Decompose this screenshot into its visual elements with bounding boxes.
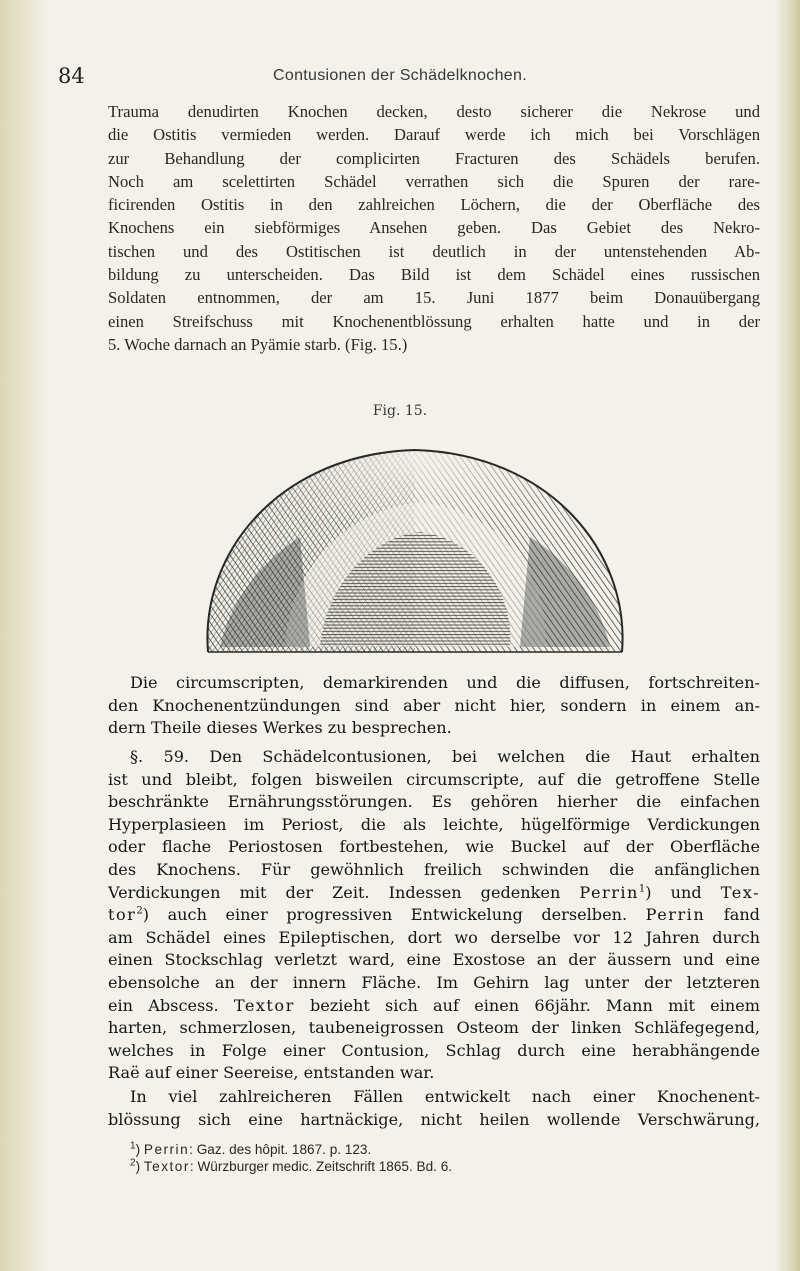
- text-line: beschränkte Ernährungsstörungen. Es gehören hierher die einfachen: [108, 792, 760, 812]
- text-line: den Knochenentzündungen sind aber nicht hier, sondern in einem an-: [108, 695, 760, 715]
- text-line: ficirenden Ostitis in den zahlreichen Löchern, die der Oberfläche des: [108, 195, 760, 215]
- text-line: blössung sich eine hartnäckige, nicht heilen wollende Verschwärung,: [108, 1109, 760, 1129]
- text-line: bildung zu unterscheiden. Das Bild ist dem Schädel eines russischen: [108, 265, 760, 285]
- author-name: Tex-: [720, 882, 761, 902]
- text-line: Hyperplasieen im Periost, die als leichte, hügelförmige Verdickungen: [108, 814, 760, 834]
- text-line: Trauma denudirten Knochen decken, desto sicherer die Nekrose und: [108, 102, 760, 121]
- text-line: Knochens ein siebförmiges Ansehen geben. Das Gebiet des Nekro-: [108, 218, 760, 238]
- figure-caption: Fig. 15.: [372, 403, 428, 419]
- text-line: Noch am scelettirten Schädel verrathen sich die Spuren der rare-: [108, 171, 760, 191]
- skull-dome-shading: [180, 432, 650, 660]
- running-title: Contusionen der Schädelknochen.: [273, 67, 527, 84]
- text-line: zur Behandlung der complicirten Fracturen des Schädels berufen.: [108, 148, 760, 168]
- text-line: tischen und des Ostitischen ist deutlich in der untenstehenden Ab-: [108, 241, 760, 261]
- text-run: ) auch einer progressiven Entwickelung derselben.: [142, 905, 646, 925]
- text-line: Soldaten entnommen, der am 15. Juni 1877 beim Donauübergang: [108, 288, 760, 308]
- text-line: §. 59. Den Schädelcontusionen, bei welchen die Haut erhalten: [130, 747, 760, 766]
- text-line: die Ostitis vermieden werden. Darauf werde ich mich bei Vorschlägen: [108, 125, 760, 145]
- text-line: [108, 905, 760, 924]
- text-line: [108, 996, 760, 1015]
- footnote-marker: 1: [130, 1140, 136, 1152]
- text-run: bezieht sich auf einen 66jähr. Mann mit einem: [294, 995, 760, 1015]
- text-line: dern Theile dieses Werkes zu besprechen.: [108, 718, 452, 738]
- page-number: 84: [58, 64, 85, 88]
- text-line: einen Stockschlag verletzt ward, eine Exostose an der äussern und eine: [108, 950, 760, 970]
- author-name: Perrin: [645, 905, 706, 925]
- text-line: Raë auf einer Seereise, entstanden war.: [108, 1063, 435, 1083]
- footnote-ref: 2: [136, 905, 143, 917]
- footnote-author: Textor: [143, 1159, 190, 1174]
- text-line: In viel zahlreicheren Fällen entwickelt nach einer Knochenent-: [130, 1087, 760, 1106]
- text-line: einen Streifschuss mit Knochenentblössung erhalten hatte und in der: [108, 311, 760, 331]
- footnote-marker: 2: [130, 1157, 136, 1169]
- footnotes: [108, 1141, 760, 1175]
- footnote-1: $^1$) Perrin: Gaz. des hôpit. 1867. p. 123.: [130, 1140, 372, 1157]
- footnote-text: : Würzburger medic. Zeitschrift 1865. Bd. 6.: [189, 1159, 453, 1174]
- text-line: harten, schmerzlosen, taubeneigrossen Osteom der linken Schläfegegend,: [108, 1018, 760, 1038]
- footnote-2: $^2$) Textor: Würzburger medic. Zeitschrift 1865. Bd. 6.: [130, 1157, 453, 1174]
- footnote-ref: 1: [638, 883, 646, 895]
- paragraph-2: [108, 672, 760, 740]
- figure-skull-cap: [180, 432, 650, 660]
- text-line: oder flache Periostosen fortbestehen, wie Buckel auf der Oberfläche: [108, 837, 760, 857]
- paragraph-4: [108, 1086, 760, 1131]
- text-line: ebensolche an der innern Fläche. Im Gehirn lag unter der letzteren: [108, 972, 760, 992]
- text-run: Verdickungen mit der Zeit. Indessen gedenken: [108, 882, 580, 902]
- text-line: [108, 883, 760, 902]
- footnote-text: : Gaz. des hôpit. 1867. p. 123.: [189, 1142, 372, 1157]
- skull-cap-illustration: [180, 432, 650, 660]
- text-line: welches in Folge einer Contusion, Schlag durch eine herabhängende: [108, 1040, 760, 1060]
- author-name: Perrin: [579, 882, 639, 902]
- author-name: Textor: [233, 995, 295, 1015]
- author-name: tor: [108, 905, 137, 925]
- text-run: fand: [705, 905, 760, 925]
- text-line: 5. Woche darnach an Pyämie starb. (Fig. 15.): [108, 334, 408, 354]
- paragraph-3: [108, 746, 760, 1085]
- text-run: ein Abscess.: [108, 995, 234, 1015]
- paragraph-1: [108, 100, 760, 356]
- text-run: ) und: [645, 882, 721, 902]
- text-line: Die circumscripten, demarkirenden und die diffusen, fortschreiten-: [130, 673, 760, 692]
- footnote-author: Perrin: [143, 1142, 190, 1157]
- text-line: am Schädel eines Epileptischen, dort wo derselbe vor 12 Jahren durch: [108, 927, 760, 947]
- text-line: ist und bleibt, folgen bisweilen circumscripte, auf die getroffene Stelle: [108, 769, 760, 789]
- text-line: des Knochens. Für gewöhnlich freilich schwinden die anfänglichen: [108, 859, 760, 879]
